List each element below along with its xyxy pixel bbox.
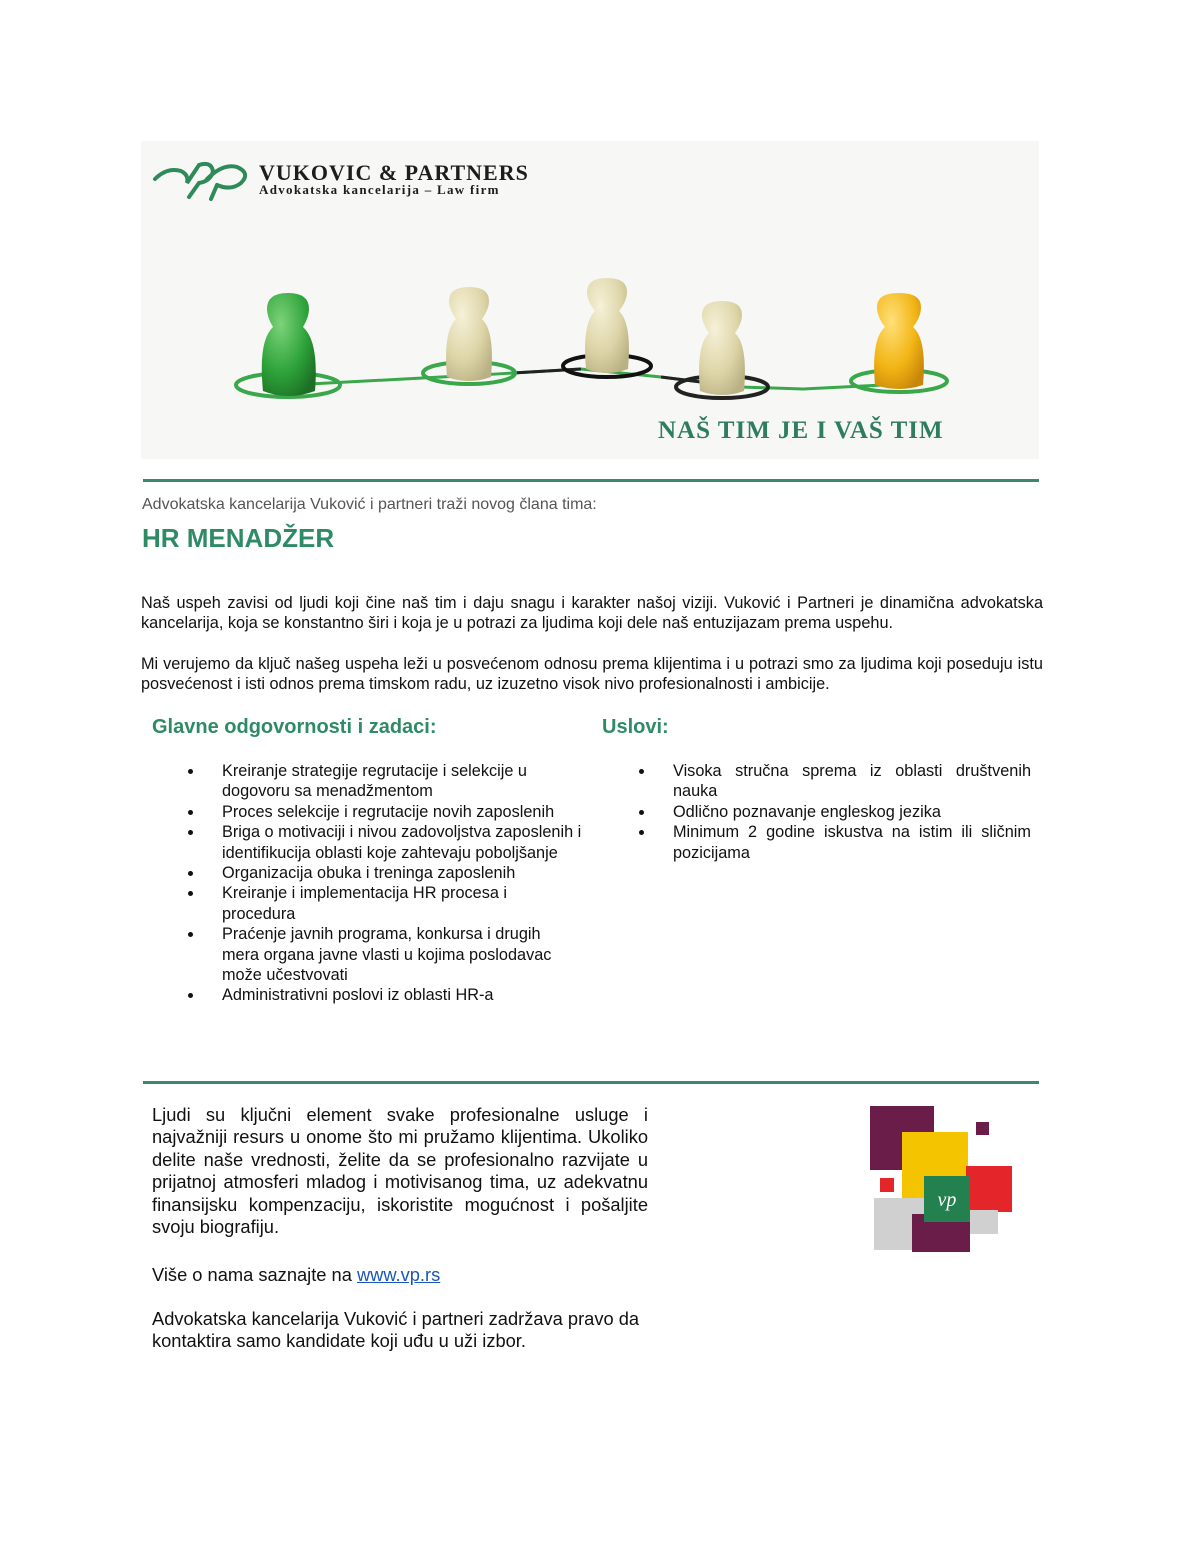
vp-mark: vp [937, 1189, 957, 1211]
firm-logo-text [259, 161, 529, 197]
disclaimer-paragraph: Advokatska kancelarija Vuković i partneri zadržava pravo da kontaktira samo kandidate koji uđu u uži izbor. [152, 1308, 640, 1352]
bullet-icon [188, 993, 193, 998]
more-info-prefix: Više o nama saznajte na [152, 1264, 357, 1285]
figure-green [262, 293, 316, 396]
red-square [966, 1166, 1012, 1212]
list-item: Administrativni poslovi iz oblasti HR-a [222, 985, 582, 1005]
figure-wood-3 [699, 301, 745, 395]
list-item: Praćenje javnih programa, konkursa i drugih mera organa javne vlasti u kojima poslodavac može učestvovati [222, 924, 582, 985]
closing-paragraph: Ljudi su ključni element svake profesionalne usluge i najvažniji resurs u onome što mi pružamo klijentima. Ukoliko delite naše vrednosti, želite da se profesionalno razvijate u prijatnoj atmosferi mladog i motivisanog tima, uz adekvatnu finansijsku kompenzaciju, iskoristite mogućnost i pošaljite svoju biografiju. [152, 1104, 648, 1238]
bullet-icon [188, 891, 193, 896]
list-item: Minimum 2 godine iskustva na istim ili sličnim pozicijama [673, 822, 1031, 863]
list-item: Visoka stručna sprema iz oblasti društvenih nauka [673, 761, 1031, 802]
paragraph-2: Mi verujemo da ključ našeg uspeha leži u posvećenom odnosu prema klijentima i u potrazi smo za ljudima koji poseduju istu posvećenost i isti odnos prema timskom radu, uz izuzetno visok nivo profesionalnosti i ambicije. [141, 655, 1043, 693]
small-red-square [880, 1178, 894, 1192]
vp-logo-icon [155, 164, 245, 199]
figure-wood-2 [585, 278, 629, 373]
bullet-icon [188, 810, 193, 815]
responsibilities-heading: Glavne odgovornosti i zadaci: [152, 716, 437, 738]
bullet-icon [188, 769, 193, 774]
website-link[interactable]: www.vp.rs [356, 1264, 441, 1285]
list-item: Proces selekcije i regrutacije novih zaposlenih [222, 802, 582, 822]
bullet-icon [188, 871, 193, 876]
small-purple-square [976, 1122, 989, 1135]
responsibilities-list [222, 761, 582, 1006]
more-info-line [152, 1264, 648, 1286]
bullet-icon [639, 830, 644, 835]
firm-name: VUKOVIC & PARTNERS [259, 160, 529, 185]
requirements-heading: Uslovi: [602, 716, 669, 738]
figure-wood-1 [446, 287, 492, 381]
firm-subtitle: Advokatska kancelarija – Law firm [259, 182, 500, 197]
figure-yellow [874, 293, 924, 389]
bullet-icon [188, 932, 193, 937]
banner-slogan: NAŠ TIM JE I VAŠ TIM [658, 417, 944, 444]
list-item: Kreiranje strategije regrutacije i selekcije u dogovoru sa menadžmentom [222, 761, 582, 802]
intro-line: Advokatska kancelarija Vuković i partneri traži novog člana tima: [142, 496, 597, 513]
list-item: Kreiranje i implementacija HR procesa i procedura [222, 883, 582, 924]
bullet-icon [188, 830, 193, 835]
list-item: Odlično poznavanje engleskog jezika [673, 802, 1031, 822]
bullet-icon [639, 769, 644, 774]
divider-bottom [143, 1081, 1039, 1084]
vp-squares-logo [866, 1104, 1026, 1264]
paragraph-1: Naš uspeh zavisi od ljudi koji čine naš tim i daju snagu i karakter našoj viziji. Vuković i Partneri je dinamična advokatska kancelarija, koja se konstantno širi i koja je u potrazi za ljudima koji dele naš entuzijazam prema uspehu. [141, 594, 1043, 632]
job-title: HR MENADŽER [142, 523, 335, 553]
header-banner [141, 141, 1039, 459]
bullet-icon [639, 810, 644, 815]
requirements-list [673, 761, 1031, 863]
list-item: Organizacija obuka i treninga zaposlenih [222, 863, 582, 883]
list-item: Briga o motivaciji i nivou zadovoljstva zaposlenih i identifikucija oblasti koje zahtevaju poboljšanje [222, 822, 582, 863]
divider-top [143, 479, 1039, 482]
